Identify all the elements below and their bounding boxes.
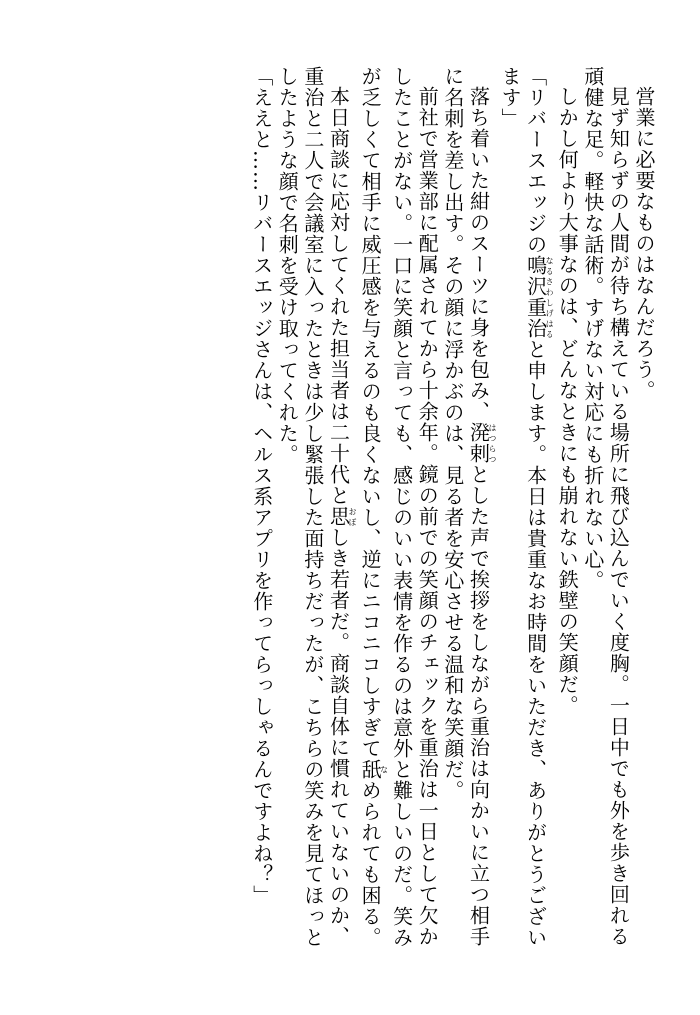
- text-line: 前社で営業部に配属されてから十余年。鏡の前での笑顔のチェックを重治は一日として欠か: [415, 86, 440, 947]
- ruby-nameru: 舐な: [358, 759, 389, 780]
- text-line: [465, 66, 497, 966]
- text-segment: 本日商談に応対してくれた担当者は二十代と: [326, 86, 351, 506]
- ruby-narusawa: 鳴沢なるさわ: [523, 255, 555, 297]
- text-line: 見ず知らずの人間が待ち構えている場所に飛び込んでいく度胸。一日中でも外を歩き回れる: [606, 86, 631, 947]
- text-line: 「ええと……リバースエッジさんは、ヘルス系アプリを作ってらっしゃるんですよね？」: [249, 66, 274, 906]
- text-line: 頑健な足。軽快な話術。すげない対応にも折れない心。: [580, 66, 605, 591]
- text-line: したことがない。一口に笑顔と言っても、感じのいい表情を作るのは意外と難しいのだ。笑み: [389, 66, 414, 948]
- ruby-omoboshi: 思おぼ: [326, 506, 357, 527]
- text-line: ます」: [498, 66, 523, 129]
- text-line: [325, 66, 357, 966]
- text-segment: と申します。本日は貴重なお時間をいただき、ありがとうござい: [523, 339, 548, 948]
- text-segment: 落ち着いた紺のスーツに身を包み、: [466, 86, 491, 422]
- text-segment: められても困る。: [358, 780, 383, 948]
- text-segment: 「リバースエッジの: [523, 66, 548, 255]
- text-line: に名刺を差し出す。その顔に浮かぶのは、見る者を安心させる温和な笑顔だ。: [440, 66, 465, 801]
- vertical-text-block: [248, 66, 656, 966]
- ruby-shigeharu: 重治しげはる: [523, 297, 555, 339]
- text-segment: とした声で挨拶をしながら重治は向かいに立つ相手: [466, 464, 491, 947]
- text-segment: しき若者だ。商談自体に慣れていないのか、: [326, 527, 351, 947]
- text-line: しかし何より大事なのは、どんなときにも崩れない鉄壁の笑顔だ。: [555, 86, 580, 716]
- text-line: [356, 66, 388, 966]
- text-line: 営業に必要なものはなんだろう。: [632, 86, 656, 401]
- text-line: 重治と二人で会議室に入ったときは少し緊張した面持ちだったが、こちらの笑みを見てほっと: [300, 66, 325, 948]
- ruby-hatsuratsu: 溌剌はつらつ: [466, 422, 497, 464]
- text-segment: が乏しくて相手に威圧感を与えるのも良くないし、逆にニコニコしすぎて: [358, 66, 383, 759]
- text-line: [522, 66, 554, 966]
- text-line: したような顔で名刺を受け取ってくれた。: [275, 66, 300, 465]
